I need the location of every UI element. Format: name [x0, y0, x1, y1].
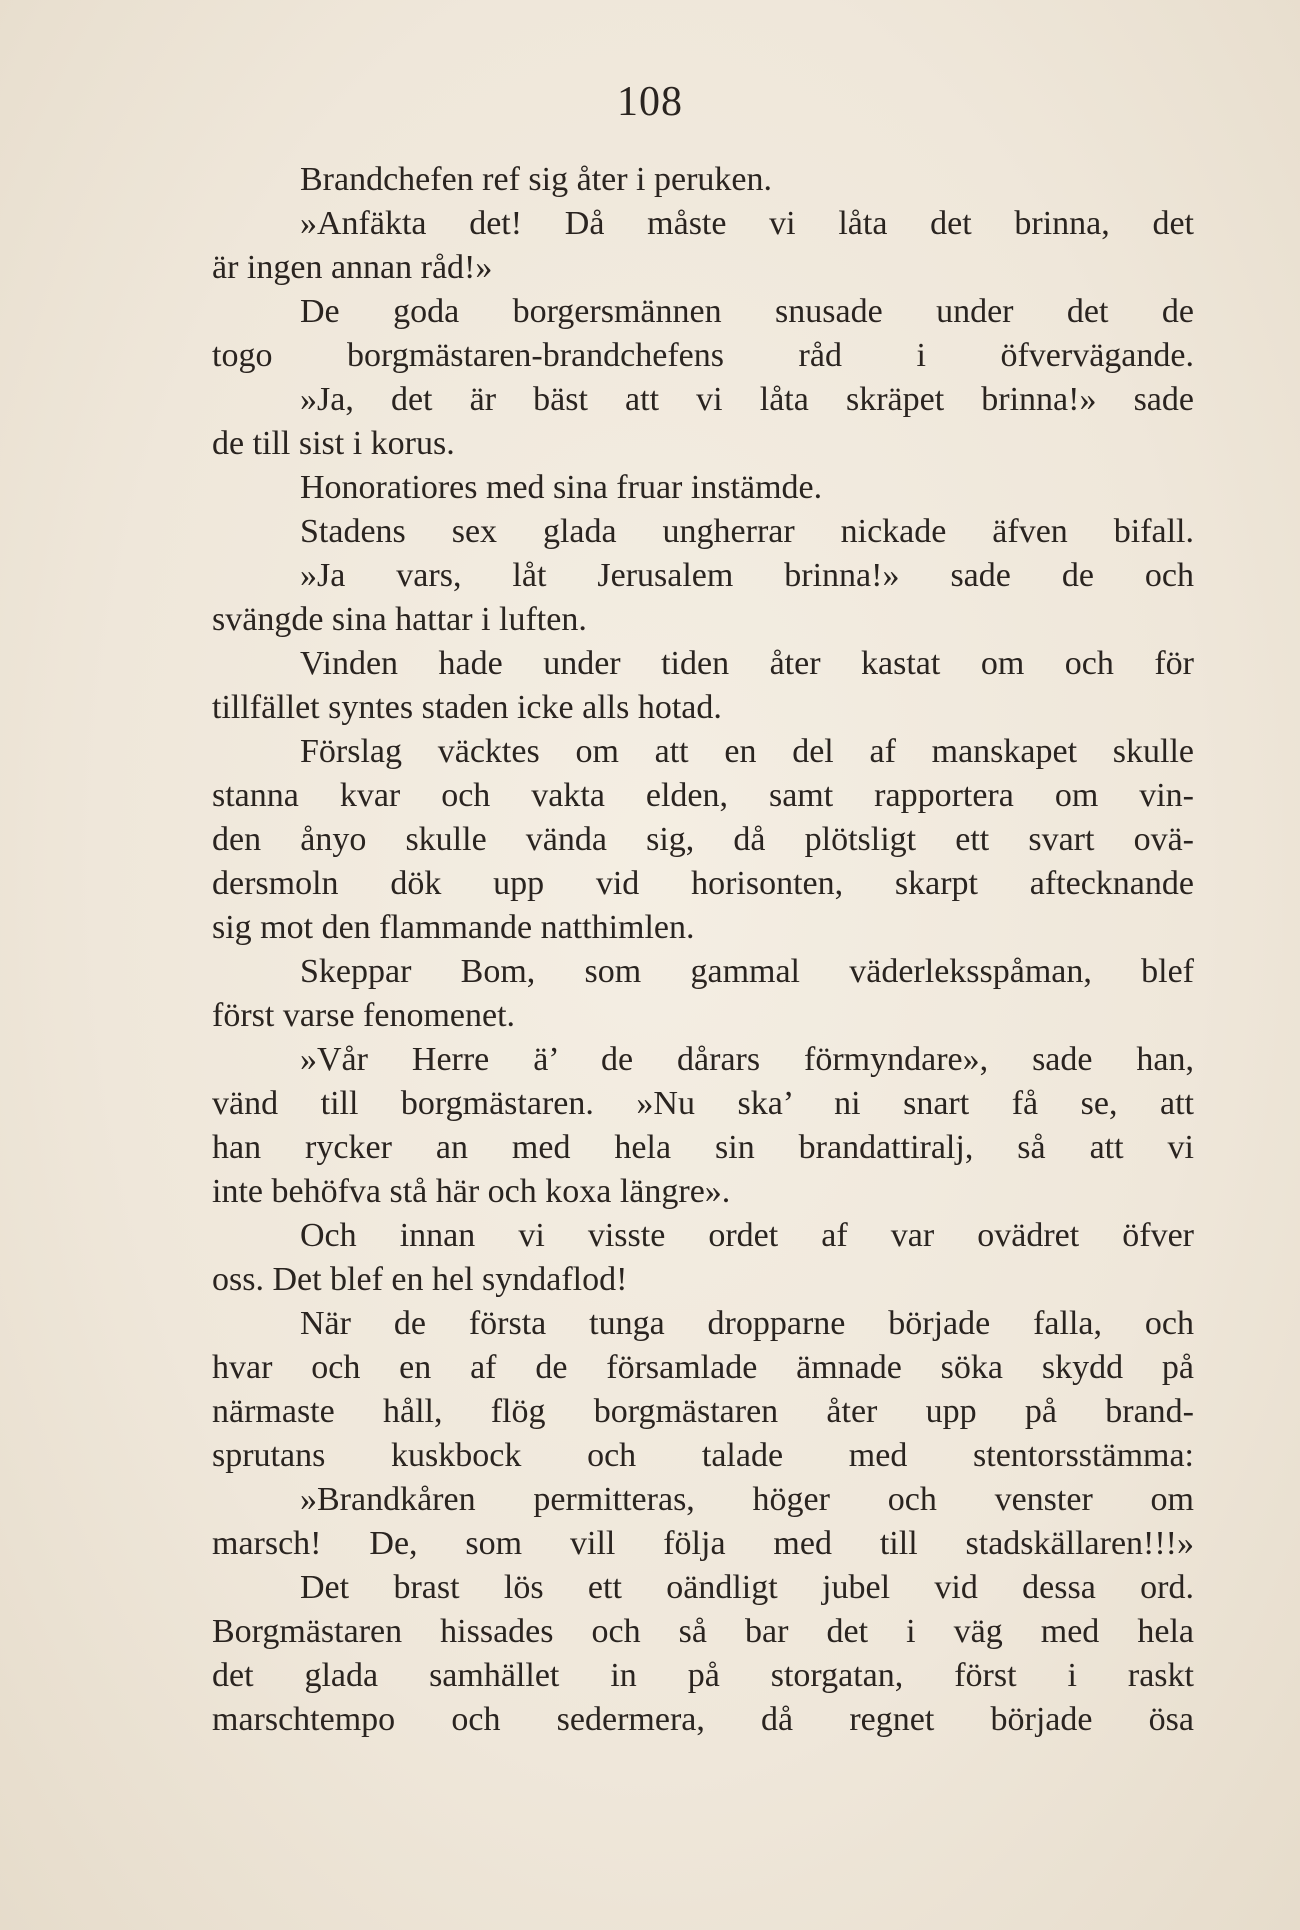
text-line: »Vår Herre ä’ de dårars förmyndare», sade han, [300, 1041, 1194, 1078]
text-line: först varse fenomenet. [212, 997, 516, 1034]
text-line: Och innan vi visste ordet af var ovädret öfver [300, 1217, 1194, 1254]
text-line: marsch! De, som vill följa med till stadskällaren!!!» [212, 1525, 1194, 1562]
text-line: dersmoln dök upp vid horisonten, skarpt aftecknande [212, 865, 1194, 902]
text-line: Borgmästaren hissades och så bar det i väg med hela [212, 1613, 1194, 1650]
text-line: stanna kvar och vakta elden, samt rapportera om vin- [212, 777, 1194, 814]
text-line: är ingen annan råd!» [212, 249, 493, 286]
text-line: hvar och en af de församlade ämnade söka skydd på [212, 1349, 1194, 1386]
text-line: han rycker an med hela sin brandattiralj, så att vi [212, 1129, 1194, 1166]
text-line: svängde sina hattar i luften. [212, 601, 587, 638]
text-line: Stadens sex glada ungherrar nickade äfven bifall. [300, 513, 1194, 550]
text-line: den ånyo skulle vända sig, då plötsligt ett svart ovä- [212, 821, 1194, 858]
page-text [212, 158, 1194, 1742]
text-line: tillfället syntes staden icke alls hotad. [212, 689, 722, 726]
text-line: togo borgmästaren-brandchefens råd i öfvervägande. [212, 337, 1194, 374]
text-line: Skeppar Bom, som gammal väderleksspåman, blef [300, 953, 1194, 990]
text-line: Brandchefen ref sig åter i peruken. [300, 161, 772, 198]
text-line: »Ja, det är bäst att vi låta skräpet brinna!» sade [300, 381, 1194, 418]
text-line: Det brast lös ett oändligt jubel vid dessa ord. [300, 1569, 1194, 1606]
text-line: inte behöfva stå här och koxa längre». [212, 1173, 731, 1210]
text-line: vänd till borgmästaren. »Nu ska’ ni snart få se, att [212, 1085, 1194, 1122]
text-line: det glada samhället in på storgatan, först i raskt [212, 1657, 1194, 1694]
page-number: 108 [617, 79, 683, 125]
text-line: Honoratiores med sina fruar instämde. [300, 469, 823, 506]
text-line: »Anfäkta det! Då måste vi låta det brinna, det [300, 205, 1194, 242]
text-line: Förslag väcktes om att en del af manskapet skulle [300, 733, 1194, 770]
text-line: marschtempo och sedermera, då regnet började ösa [212, 1701, 1194, 1738]
text-line: sprutans kuskbock och talade med stentorsstämma: [212, 1437, 1194, 1474]
text-line: Vinden hade under tiden åter kastat om och för [300, 645, 1194, 682]
text-line: de till sist i korus. [212, 425, 455, 462]
text-line: oss. Det blef en hel syndaflod! [212, 1261, 628, 1298]
text-line: »Ja vars, låt Jerusalem brinna!» sade de och [300, 557, 1194, 594]
text-line: När de första tunga dropparne började falla, och [300, 1305, 1194, 1342]
text-line: »Brandkåren permitteras, höger och venster om [300, 1481, 1194, 1518]
text-line: närmaste håll, flög borgmästaren åter upp på brand- [212, 1393, 1194, 1430]
text-line: De goda borgersmännen snusade under det de [300, 293, 1194, 330]
text-line: sig mot den flammande natthimlen. [212, 909, 695, 946]
